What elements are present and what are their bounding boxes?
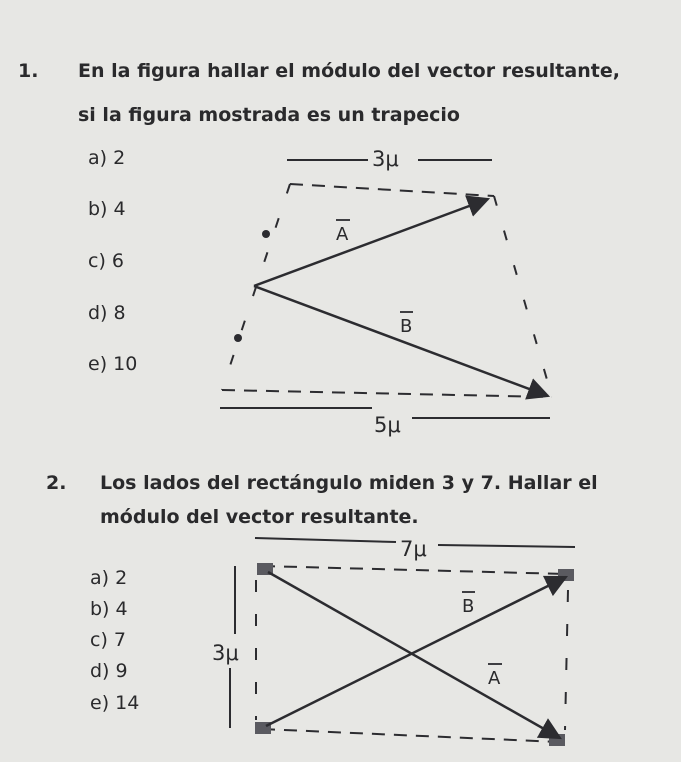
vector-b-label: B — [462, 596, 475, 617]
bottom-base-label: 5μ — [374, 413, 401, 437]
rect-length-label: 7μ — [400, 537, 427, 561]
problem2-number: 2. — [46, 472, 67, 494]
problem2-option-b: b) 4 — [90, 598, 128, 620]
problem1-option-e: e) 10 — [88, 353, 138, 375]
vector-b-arrow — [266, 577, 566, 726]
top-dimension-line-right — [438, 545, 575, 547]
problem1-option-c: c) 6 — [88, 250, 124, 272]
problem2-option-d: d) 9 — [90, 660, 128, 682]
problem2-statement-line1: Los lados del rectángulo miden 3 y 7. Hallar el — [100, 472, 598, 494]
problem1-statement-line1: En la figura hallar el módulo del vector resultante, — [78, 60, 620, 82]
problem1-statement-line2: si la figura mostrada es un trapecio — [78, 104, 460, 126]
problem1-number: 1. — [18, 60, 39, 82]
problem2-statement-line2: módulo del vector resultante. — [100, 506, 419, 528]
problem1-option-b: b) 4 — [88, 198, 126, 220]
problem2-option-e: e) 14 — [90, 692, 140, 714]
problem2-option-c: c) 7 — [90, 629, 126, 651]
top-dimension-line-left — [255, 538, 396, 542]
rect-top-edge — [262, 566, 566, 574]
problem2-option-a: a) 2 — [90, 567, 128, 589]
problem1-option-a: a) 2 — [88, 147, 126, 169]
rect-width-label: 3μ — [212, 641, 239, 665]
rect-bottom-edge — [262, 729, 560, 742]
vector-a-arrow — [268, 572, 560, 738]
top-base-label: 3μ — [372, 147, 399, 171]
problem1-option-d: d) 8 — [88, 302, 126, 324]
vector-a-label: A — [336, 224, 349, 245]
vector-b-label: B — [400, 316, 413, 337]
rect-right-edge — [565, 590, 568, 730]
vector-a-label: A — [488, 668, 501, 689]
